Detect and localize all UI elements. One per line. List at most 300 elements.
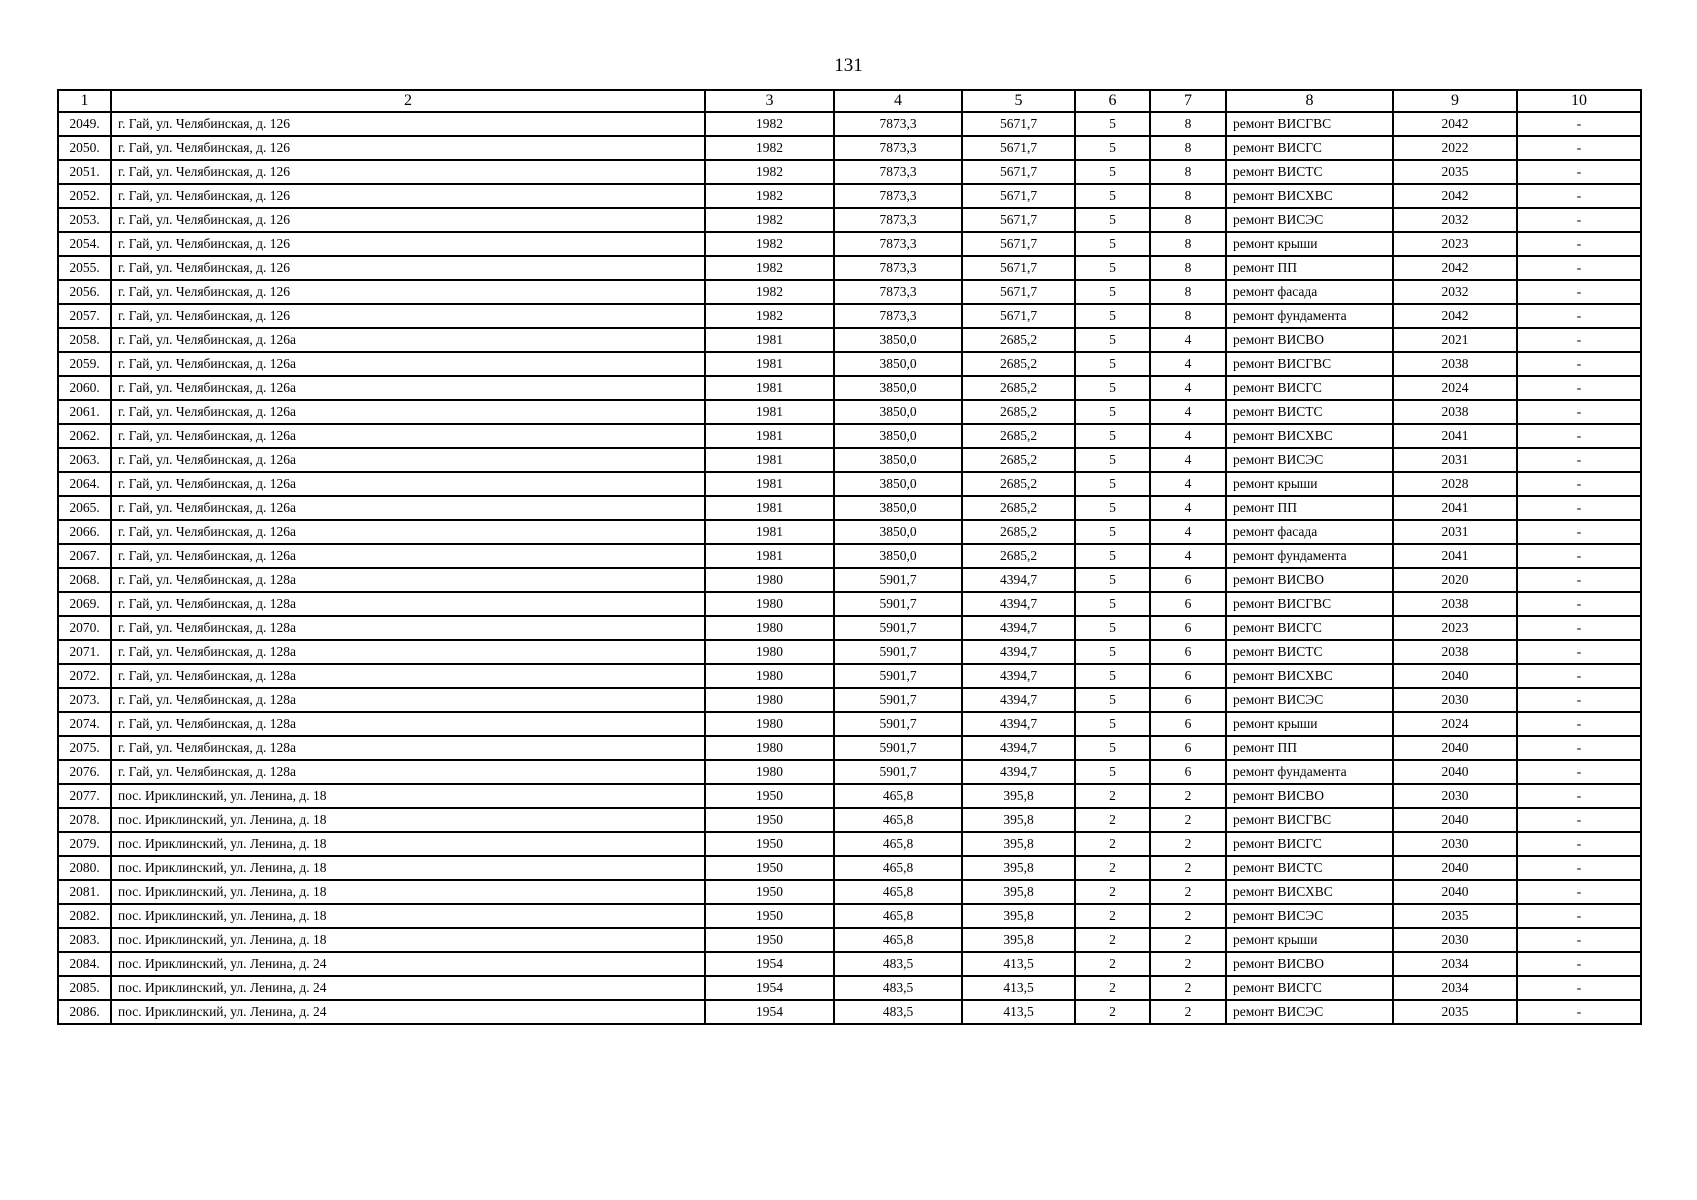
- row-number-cell: 2064.: [58, 472, 111, 496]
- address-cell: пос. Ириклинский, ул. Ленина, д. 24: [111, 1000, 705, 1024]
- table-row: [58, 688, 1641, 712]
- living-area-cell: 413,5: [962, 976, 1075, 1000]
- table-row: [58, 184, 1641, 208]
- year-built-cell: 1954: [705, 1000, 834, 1024]
- entrances-cell: 8: [1150, 136, 1226, 160]
- address-cell: пос. Ириклинский, ул. Ленина, д. 18: [111, 880, 705, 904]
- total-area-cell: 3850,0: [834, 448, 962, 472]
- total-area-cell: 5901,7: [834, 616, 962, 640]
- address-cell: г. Гай, ул. Челябинская, д. 126: [111, 304, 705, 328]
- planned-year-cell: 2034: [1393, 976, 1517, 1000]
- column-header-9: 9: [1393, 90, 1517, 112]
- work-type-cell: ремонт фасада: [1226, 280, 1393, 304]
- entrances-cell: 4: [1150, 472, 1226, 496]
- note-cell: -: [1517, 424, 1641, 448]
- total-area-cell: 5901,7: [834, 568, 962, 592]
- living-area-cell: 395,8: [962, 880, 1075, 904]
- note-cell: -: [1517, 928, 1641, 952]
- table-row: [58, 448, 1641, 472]
- living-area-cell: 395,8: [962, 928, 1075, 952]
- address-cell: пос. Ириклинский, ул. Ленина, д. 24: [111, 976, 705, 1000]
- row-number-cell: 2077.: [58, 784, 111, 808]
- work-type-cell: ремонт ВИСВО: [1226, 328, 1393, 352]
- row-number-cell: 2079.: [58, 832, 111, 856]
- total-area-cell: 465,8: [834, 904, 962, 928]
- floors-cell: 5: [1075, 736, 1150, 760]
- table-row: [58, 160, 1641, 184]
- work-type-cell: ремонт ВИСХВС: [1226, 424, 1393, 448]
- row-number-cell: 2084.: [58, 952, 111, 976]
- entrances-cell: 8: [1150, 160, 1226, 184]
- planned-year-cell: 2035: [1393, 1000, 1517, 1024]
- table-row: [58, 520, 1641, 544]
- table-row: [58, 304, 1641, 328]
- table-row: [58, 136, 1641, 160]
- planned-year-cell: 2040: [1393, 760, 1517, 784]
- address-cell: г. Гай, ул. Челябинская, д. 126а: [111, 328, 705, 352]
- floors-cell: 5: [1075, 232, 1150, 256]
- note-cell: -: [1517, 808, 1641, 832]
- address-cell: г. Гай, ул. Челябинская, д. 126: [111, 160, 705, 184]
- year-built-cell: 1950: [705, 784, 834, 808]
- note-cell: -: [1517, 568, 1641, 592]
- total-area-cell: 7873,3: [834, 112, 962, 136]
- page-number: 131: [834, 55, 863, 76]
- table-row: [58, 352, 1641, 376]
- year-built-cell: 1981: [705, 520, 834, 544]
- floors-cell: 5: [1075, 472, 1150, 496]
- work-type-cell: ремонт ПП: [1226, 496, 1393, 520]
- work-type-cell: ремонт ВИСЭС: [1226, 1000, 1393, 1024]
- note-cell: -: [1517, 832, 1641, 856]
- total-area-cell: 3850,0: [834, 400, 962, 424]
- table-row: [58, 784, 1641, 808]
- address-cell: г. Гай, ул. Челябинская, д. 126а: [111, 424, 705, 448]
- total-area-cell: 7873,3: [834, 184, 962, 208]
- table-row: [58, 640, 1641, 664]
- floors-cell: 5: [1075, 640, 1150, 664]
- planned-year-cell: 2034: [1393, 952, 1517, 976]
- column-header-2: 2: [111, 90, 705, 112]
- total-area-cell: 7873,3: [834, 208, 962, 232]
- year-built-cell: 1980: [705, 616, 834, 640]
- living-area-cell: 5671,7: [962, 232, 1075, 256]
- row-number-cell: 2054.: [58, 232, 111, 256]
- row-number-cell: 2069.: [58, 592, 111, 616]
- total-area-cell: 7873,3: [834, 304, 962, 328]
- address-cell: пос. Ириклинский, ул. Ленина, д. 18: [111, 808, 705, 832]
- row-number-cell: 2070.: [58, 616, 111, 640]
- row-number-cell: 2051.: [58, 160, 111, 184]
- note-cell: -: [1517, 712, 1641, 736]
- year-built-cell: 1980: [705, 592, 834, 616]
- note-cell: -: [1517, 112, 1641, 136]
- address-cell: г. Гай, ул. Челябинская, д. 126а: [111, 400, 705, 424]
- floors-cell: 2: [1075, 976, 1150, 1000]
- year-built-cell: 1950: [705, 928, 834, 952]
- work-type-cell: ремонт ВИСВО: [1226, 784, 1393, 808]
- table-row: [58, 856, 1641, 880]
- work-type-cell: ремонт ВИСХВС: [1226, 184, 1393, 208]
- floors-cell: 5: [1075, 256, 1150, 280]
- year-built-cell: 1980: [705, 736, 834, 760]
- living-area-cell: 4394,7: [962, 688, 1075, 712]
- address-cell: пос. Ириклинский, ул. Ленина, д. 18: [111, 832, 705, 856]
- work-type-cell: ремонт ВИСЭС: [1226, 208, 1393, 232]
- column-header-5: 5: [962, 90, 1075, 112]
- work-type-cell: ремонт ВИСХВС: [1226, 664, 1393, 688]
- table-row: [58, 928, 1641, 952]
- entrances-cell: 4: [1150, 328, 1226, 352]
- column-header-7: 7: [1150, 90, 1226, 112]
- table-row: [58, 280, 1641, 304]
- work-type-cell: ремонт ВИСТС: [1226, 400, 1393, 424]
- planned-year-cell: 2028: [1393, 472, 1517, 496]
- row-number-cell: 2055.: [58, 256, 111, 280]
- living-area-cell: 413,5: [962, 1000, 1075, 1024]
- living-area-cell: 413,5: [962, 952, 1075, 976]
- year-built-cell: 1954: [705, 952, 834, 976]
- work-type-cell: ремонт ВИСГС: [1226, 376, 1393, 400]
- table-row: [58, 664, 1641, 688]
- note-cell: -: [1517, 904, 1641, 928]
- planned-year-cell: 2038: [1393, 400, 1517, 424]
- year-built-cell: 1982: [705, 160, 834, 184]
- floors-cell: 5: [1075, 184, 1150, 208]
- note-cell: -: [1517, 352, 1641, 376]
- total-area-cell: 465,8: [834, 808, 962, 832]
- row-number-cell: 2081.: [58, 880, 111, 904]
- entrances-cell: 8: [1150, 280, 1226, 304]
- total-area-cell: 7873,3: [834, 160, 962, 184]
- total-area-cell: 7873,3: [834, 136, 962, 160]
- row-number-cell: 2059.: [58, 352, 111, 376]
- total-area-cell: 465,8: [834, 880, 962, 904]
- floors-cell: 2: [1075, 904, 1150, 928]
- row-number-cell: 2078.: [58, 808, 111, 832]
- work-type-cell: ремонт ПП: [1226, 736, 1393, 760]
- living-area-cell: 4394,7: [962, 712, 1075, 736]
- planned-year-cell: 2040: [1393, 880, 1517, 904]
- floors-cell: 5: [1075, 712, 1150, 736]
- year-built-cell: 1982: [705, 232, 834, 256]
- address-cell: г. Гай, ул. Челябинская, д. 128а: [111, 712, 705, 736]
- table-row: [58, 496, 1641, 520]
- entrances-cell: 2: [1150, 880, 1226, 904]
- note-cell: -: [1517, 760, 1641, 784]
- table-row: [58, 208, 1641, 232]
- address-cell: г. Гай, ул. Челябинская, д. 128а: [111, 688, 705, 712]
- living-area-cell: 5671,7: [962, 304, 1075, 328]
- work-type-cell: ремонт фундамента: [1226, 544, 1393, 568]
- table-row: [58, 568, 1641, 592]
- floors-cell: 5: [1075, 544, 1150, 568]
- living-area-cell: 395,8: [962, 856, 1075, 880]
- work-type-cell: ремонт фасада: [1226, 520, 1393, 544]
- year-built-cell: 1950: [705, 808, 834, 832]
- floors-cell: 2: [1075, 832, 1150, 856]
- note-cell: -: [1517, 496, 1641, 520]
- table-row: [58, 256, 1641, 280]
- row-number-cell: 2075.: [58, 736, 111, 760]
- address-cell: пос. Ириклинский, ул. Ленина, д. 18: [111, 904, 705, 928]
- floors-cell: 5: [1075, 448, 1150, 472]
- living-area-cell: 5671,7: [962, 136, 1075, 160]
- table-row: [58, 1000, 1641, 1024]
- entrances-cell: 4: [1150, 520, 1226, 544]
- address-cell: г. Гай, ул. Челябинская, д. 126а: [111, 376, 705, 400]
- address-cell: пос. Ириклинский, ул. Ленина, д. 18: [111, 784, 705, 808]
- column-header-10: 10: [1517, 90, 1641, 112]
- note-cell: -: [1517, 376, 1641, 400]
- table-row: [58, 904, 1641, 928]
- year-built-cell: 1980: [705, 688, 834, 712]
- work-type-cell: ремонт ВИСГС: [1226, 136, 1393, 160]
- year-built-cell: 1982: [705, 184, 834, 208]
- entrances-cell: 6: [1150, 616, 1226, 640]
- total-area-cell: 5901,7: [834, 736, 962, 760]
- floors-cell: 5: [1075, 496, 1150, 520]
- planned-year-cell: 2035: [1393, 904, 1517, 928]
- year-built-cell: 1982: [705, 208, 834, 232]
- table-row: [58, 760, 1641, 784]
- year-built-cell: 1954: [705, 976, 834, 1000]
- total-area-cell: 465,8: [834, 856, 962, 880]
- column-header-6: 6: [1075, 90, 1150, 112]
- planned-year-cell: 2024: [1393, 712, 1517, 736]
- planned-year-cell: 2032: [1393, 280, 1517, 304]
- entrances-cell: 8: [1150, 304, 1226, 328]
- row-number-cell: 2066.: [58, 520, 111, 544]
- table-row: [58, 976, 1641, 1000]
- table-row: [58, 952, 1641, 976]
- row-number-cell: 2083.: [58, 928, 111, 952]
- note-cell: -: [1517, 520, 1641, 544]
- planned-year-cell: 2023: [1393, 232, 1517, 256]
- total-area-cell: 5901,7: [834, 664, 962, 688]
- note-cell: -: [1517, 448, 1641, 472]
- planned-year-cell: 2024: [1393, 376, 1517, 400]
- floors-cell: 5: [1075, 568, 1150, 592]
- total-area-cell: 5901,7: [834, 688, 962, 712]
- year-built-cell: 1950: [705, 832, 834, 856]
- entrances-cell: 8: [1150, 232, 1226, 256]
- total-area-cell: 465,8: [834, 832, 962, 856]
- work-type-cell: ремонт ВИСЭС: [1226, 904, 1393, 928]
- total-area-cell: 483,5: [834, 1000, 962, 1024]
- floors-cell: 5: [1075, 760, 1150, 784]
- living-area-cell: 4394,7: [962, 664, 1075, 688]
- total-area-cell: 7873,3: [834, 280, 962, 304]
- entrances-cell: 6: [1150, 640, 1226, 664]
- entrances-cell: 2: [1150, 856, 1226, 880]
- entrances-cell: 8: [1150, 208, 1226, 232]
- entrances-cell: 4: [1150, 496, 1226, 520]
- year-built-cell: 1980: [705, 568, 834, 592]
- year-built-cell: 1981: [705, 328, 834, 352]
- floors-cell: 5: [1075, 376, 1150, 400]
- entrances-cell: 2: [1150, 832, 1226, 856]
- living-area-cell: 5671,7: [962, 112, 1075, 136]
- year-built-cell: 1982: [705, 304, 834, 328]
- address-cell: г. Гай, ул. Челябинская, д. 128а: [111, 664, 705, 688]
- note-cell: -: [1517, 688, 1641, 712]
- planned-year-cell: 2021: [1393, 328, 1517, 352]
- floors-cell: 5: [1075, 304, 1150, 328]
- work-type-cell: ремонт крыши: [1226, 928, 1393, 952]
- address-cell: г. Гай, ул. Челябинская, д. 126: [111, 112, 705, 136]
- note-cell: -: [1517, 208, 1641, 232]
- planned-year-cell: 2032: [1393, 208, 1517, 232]
- total-area-cell: 3850,0: [834, 352, 962, 376]
- address-cell: г. Гай, ул. Челябинская, д. 126: [111, 184, 705, 208]
- address-cell: г. Гай, ул. Челябинская, д. 128а: [111, 616, 705, 640]
- note-cell: -: [1517, 544, 1641, 568]
- address-cell: г. Гай, ул. Челябинская, д. 128а: [111, 760, 705, 784]
- row-number-cell: 2061.: [58, 400, 111, 424]
- living-area-cell: 2685,2: [962, 400, 1075, 424]
- total-area-cell: 3850,0: [834, 376, 962, 400]
- work-type-cell: ремонт ВИСТС: [1226, 640, 1393, 664]
- entrances-cell: 6: [1150, 568, 1226, 592]
- address-cell: г. Гай, ул. Челябинская, д. 128а: [111, 568, 705, 592]
- work-type-cell: ремонт ВИСХВС: [1226, 880, 1393, 904]
- address-cell: г. Гай, ул. Челябинская, д. 126: [111, 208, 705, 232]
- planned-year-cell: 2041: [1393, 544, 1517, 568]
- floors-cell: 5: [1075, 688, 1150, 712]
- floors-cell: 2: [1075, 952, 1150, 976]
- row-number-cell: 2067.: [58, 544, 111, 568]
- floors-cell: 5: [1075, 280, 1150, 304]
- address-cell: г. Гай, ул. Челябинская, д. 126а: [111, 496, 705, 520]
- year-built-cell: 1981: [705, 376, 834, 400]
- table-row: [58, 880, 1641, 904]
- work-type-cell: ремонт фундамента: [1226, 760, 1393, 784]
- planned-year-cell: 2042: [1393, 112, 1517, 136]
- entrances-cell: 8: [1150, 184, 1226, 208]
- year-built-cell: 1980: [705, 712, 834, 736]
- total-area-cell: 3850,0: [834, 472, 962, 496]
- year-built-cell: 1981: [705, 472, 834, 496]
- table-row: [58, 472, 1641, 496]
- entrances-cell: 6: [1150, 736, 1226, 760]
- entrances-cell: 4: [1150, 544, 1226, 568]
- address-cell: г. Гай, ул. Челябинская, д. 126а: [111, 448, 705, 472]
- entrances-cell: 6: [1150, 592, 1226, 616]
- address-cell: г. Гай, ул. Челябинская, д. 126: [111, 256, 705, 280]
- row-number-cell: 2074.: [58, 712, 111, 736]
- row-number-cell: 2072.: [58, 664, 111, 688]
- address-cell: г. Гай, ул. Челябинская, д. 126а: [111, 472, 705, 496]
- row-number-cell: 2082.: [58, 904, 111, 928]
- living-area-cell: 4394,7: [962, 616, 1075, 640]
- work-type-cell: ремонт ВИСТС: [1226, 856, 1393, 880]
- entrances-cell: 2: [1150, 1000, 1226, 1024]
- entrances-cell: 4: [1150, 448, 1226, 472]
- table-row: [58, 712, 1641, 736]
- floors-cell: 5: [1075, 400, 1150, 424]
- work-type-cell: ремонт ВИСТС: [1226, 160, 1393, 184]
- note-cell: -: [1517, 592, 1641, 616]
- total-area-cell: 5901,7: [834, 592, 962, 616]
- planned-year-cell: 2031: [1393, 520, 1517, 544]
- table-row: [58, 424, 1641, 448]
- row-number-cell: 2060.: [58, 376, 111, 400]
- note-cell: -: [1517, 160, 1641, 184]
- row-number-cell: 2058.: [58, 328, 111, 352]
- row-number-cell: 2076.: [58, 760, 111, 784]
- note-cell: -: [1517, 976, 1641, 1000]
- planned-year-cell: 2023: [1393, 616, 1517, 640]
- living-area-cell: 2685,2: [962, 328, 1075, 352]
- note-cell: -: [1517, 232, 1641, 256]
- living-area-cell: 5671,7: [962, 280, 1075, 304]
- row-number-cell: 2049.: [58, 112, 111, 136]
- total-area-cell: 7873,3: [834, 232, 962, 256]
- planned-year-cell: 2040: [1393, 808, 1517, 832]
- floors-cell: 2: [1075, 880, 1150, 904]
- entrances-cell: 6: [1150, 760, 1226, 784]
- floors-cell: 5: [1075, 520, 1150, 544]
- year-built-cell: 1950: [705, 856, 834, 880]
- living-area-cell: 395,8: [962, 784, 1075, 808]
- planned-year-cell: 2031: [1393, 448, 1517, 472]
- floors-cell: 2: [1075, 1000, 1150, 1024]
- work-type-cell: ремонт крыши: [1226, 472, 1393, 496]
- year-built-cell: 1981: [705, 352, 834, 376]
- floors-cell: 5: [1075, 424, 1150, 448]
- register-table: [57, 89, 1642, 1025]
- floors-cell: 2: [1075, 928, 1150, 952]
- entrances-cell: 4: [1150, 400, 1226, 424]
- table-row: [58, 328, 1641, 352]
- address-cell: г. Гай, ул. Челябинская, д. 126: [111, 232, 705, 256]
- floors-cell: 5: [1075, 208, 1150, 232]
- column-header-1: 1: [58, 90, 111, 112]
- row-number-cell: 2071.: [58, 640, 111, 664]
- work-type-cell: ремонт ВИСГС: [1226, 976, 1393, 1000]
- planned-year-cell: 2041: [1393, 424, 1517, 448]
- planned-year-cell: 2042: [1393, 304, 1517, 328]
- living-area-cell: 395,8: [962, 808, 1075, 832]
- entrances-cell: 4: [1150, 376, 1226, 400]
- row-number-cell: 2063.: [58, 448, 111, 472]
- table-row: [58, 616, 1641, 640]
- work-type-cell: ремонт ВИСГС: [1226, 832, 1393, 856]
- living-area-cell: 5671,7: [962, 256, 1075, 280]
- total-area-cell: 3850,0: [834, 496, 962, 520]
- note-cell: -: [1517, 856, 1641, 880]
- living-area-cell: 2685,2: [962, 352, 1075, 376]
- row-number-cell: 2065.: [58, 496, 111, 520]
- address-cell: пос. Ириклинский, ул. Ленина, д. 18: [111, 928, 705, 952]
- planned-year-cell: 2041: [1393, 496, 1517, 520]
- work-type-cell: ремонт ВИСЭС: [1226, 688, 1393, 712]
- address-cell: пос. Ириклинский, ул. Ленина, д. 24: [111, 952, 705, 976]
- total-area-cell: 5901,7: [834, 712, 962, 736]
- year-built-cell: 1981: [705, 496, 834, 520]
- table-row: [58, 736, 1641, 760]
- column-header-3: 3: [705, 90, 834, 112]
- note-cell: -: [1517, 256, 1641, 280]
- table-row: [58, 592, 1641, 616]
- planned-year-cell: 2042: [1393, 184, 1517, 208]
- living-area-cell: 4394,7: [962, 760, 1075, 784]
- year-built-cell: 1982: [705, 112, 834, 136]
- table-row: [58, 544, 1641, 568]
- total-area-cell: 5901,7: [834, 760, 962, 784]
- row-number-cell: 2073.: [58, 688, 111, 712]
